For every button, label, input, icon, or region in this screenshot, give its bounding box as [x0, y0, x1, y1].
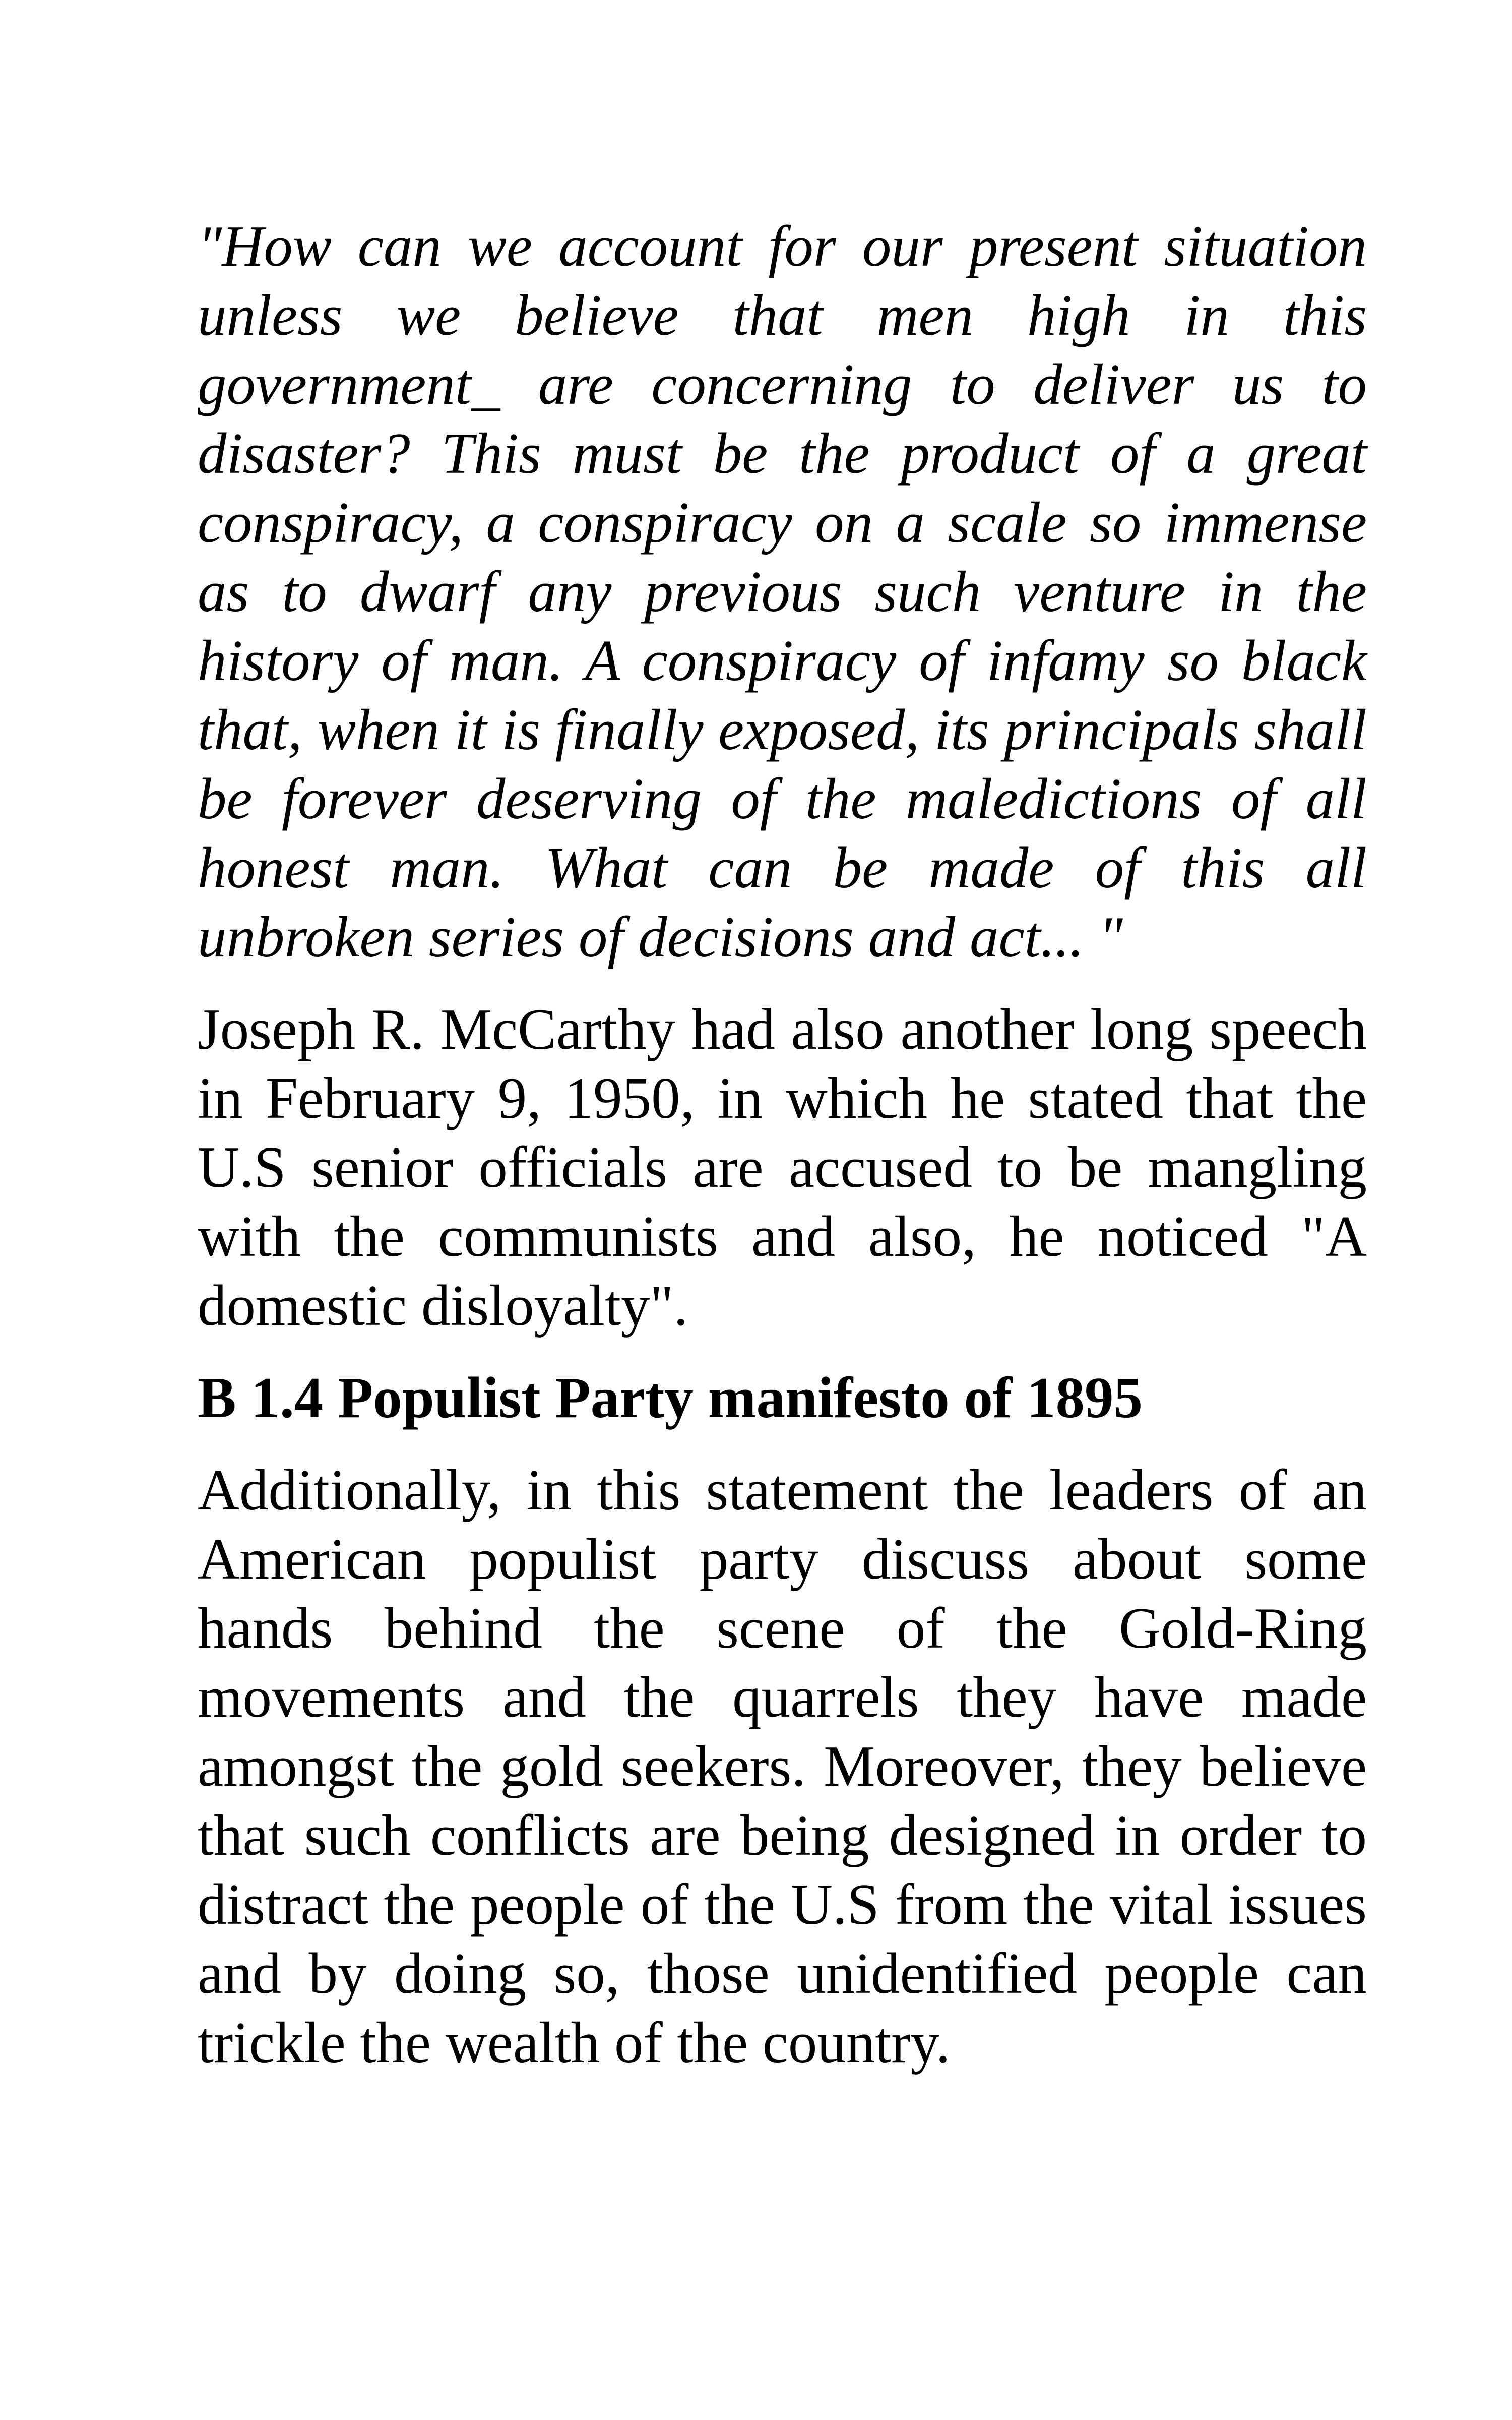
- mccarthy-paragraph: Joseph R. McCarthy had also another long speech in February 9, 1950, in which he stated that the U.S senior officials are accused to be mangling with the communists and also, he noticed "A domestic disloyalty".: [198, 997, 1367, 1338]
- section-heading: B 1.4 Populist Party manifesto of 1895: [198, 1366, 1143, 1430]
- mccarthy-quote: "How can we account for our present situation unless we believe that men high in this government_ are concerning to deliver us to disaster? This must be the product of a great conspiracy, a conspiracy on a scale so immense as to dwarf any previous such venture in the history of man. A conspiracy of infamy so black that, when it is finally exposed, its principals shall be forever deserving of the maledictions of all honest man. What can be made of this all unbroken series of decisions and act... ": [198, 214, 1367, 969]
- page-content: [198, 212, 1367, 2077]
- populist-paragraph: Additionally, in this statement the leaders of an American populist party discuss about some hands behind the scene of the Gold-Ring movements and the quarrels they have made amongst the gold seekers. Moreover, they believe that such conflicts are being designed in order to distract the people of the U.S from the vital issues and by doing so, those unidentified people can trickle the wealth of the country.: [198, 1458, 1367, 2075]
